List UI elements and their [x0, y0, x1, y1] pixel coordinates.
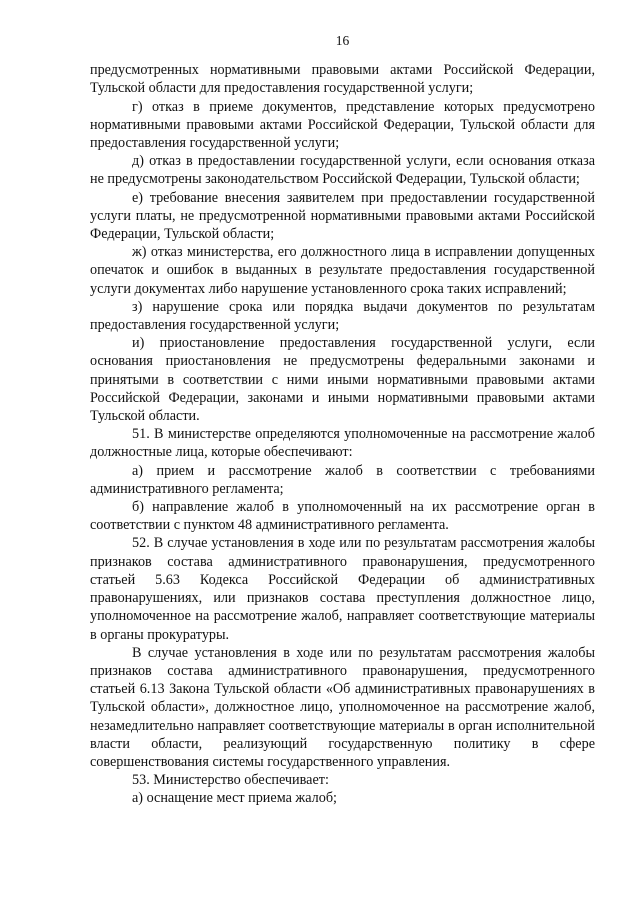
- page-number: 16: [335, 33, 350, 48]
- paragraph: 52. В случае установления в ходе или по результатам рассмотрения жалобы признаков состава административного правонарушения, предусмотренного статьей 5.63 Кодекса Российской Федерации об административных правонарушениях, или признаков состава преступления должностное лицо, уполномоченное на рассмотрение жалоб, направляет соответствующие материалы в органы прокуратуры.: [90, 535, 595, 643]
- paragraph: 51. В министерстве определяются уполномоченные на рассмотрение жалоб должностные лица, которые обеспечивают:: [90, 426, 595, 461]
- document-page: [90, 32, 595, 808]
- paragraph: 53. Министерство обеспечивает:: [132, 772, 329, 789]
- paragraph: и) приостановление предоставления государственной услуги, если основания приостановления не предусмотрены федеральными законами и принятыми в соответствии с ними иными нормативными правовыми актами Российской Федерации, законами и иными нормативными правовыми актами Тульской области.: [90, 335, 595, 425]
- paragraph: а) прием и рассмотрение жалоб в соответствии с требованиями административного регламента;: [90, 462, 595, 497]
- paragraph: В случае установления в ходе или по результатам рассмотрения жалобы признаков состава административного правонарушения, предусмотренного статьей 6.13 Закона Тульской области «Об административных правонарушениях в Тульской области», должностное лицо, уполномоченное на рассмотрение жалоб, незамедлительно направляет соответствующие материалы в орган исполнительной власти области, реализующий государственную политику в сфере совершенствования системы государственного управления.: [90, 644, 595, 770]
- paragraph: б) направление жалоб в уполномоченный на их рассмотрение орган в соответствии с пунктом 48 административного регламента.: [90, 499, 595, 534]
- paragraph: е) требование внесения заявителем при предоставлении государственной услуги платы, не предусмотренной нормативными правовыми актами Российской Федерации, Тульской области;: [90, 189, 595, 243]
- paragraph: а) оснащение мест приема жалоб;: [132, 790, 337, 807]
- paragraph: г) отказ в приеме документов, представление которых предусмотрено нормативными правовыми актами Российской Федерации, Тульской области для предоставления государственной услуги;: [90, 98, 595, 152]
- paragraph: д) отказ в предоставлении государственной услуги, если основания отказа не предусмотрены законодательством Российской Федерации, Тульской области;: [90, 153, 595, 188]
- paragraph: з) нарушение срока или порядка выдачи документов по результатам предоставления государственной услуги;: [90, 298, 595, 334]
- paragraph: ж) отказ министерства, его должностного лица в исправлении допущенных опечаток и ошибок в выданных в результате предоставления государственной услуги документах либо нарушение установленного срока таких исправлений;: [90, 244, 595, 297]
- document-body: [90, 61, 595, 807]
- paragraph: предусмотренных нормативными правовыми актами Российской Федерации, Тульской области для предоставления государственной услуги;: [90, 62, 595, 97]
